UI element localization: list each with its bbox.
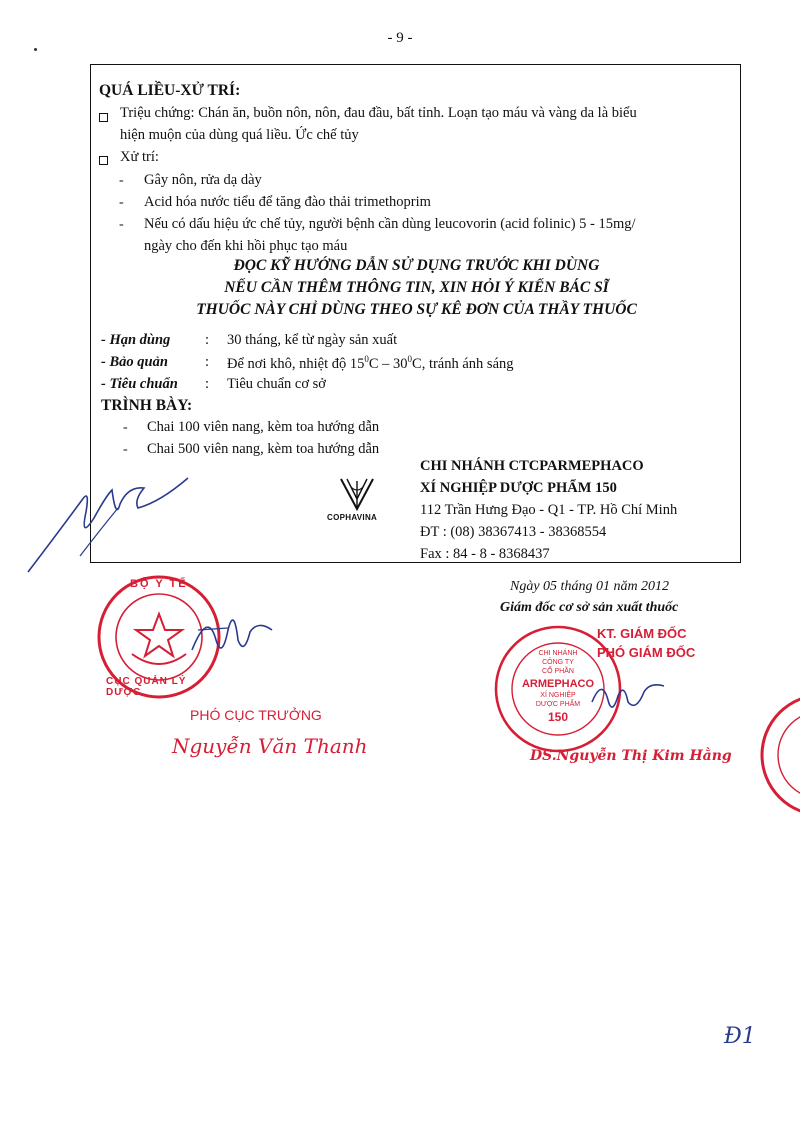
scan-dot [34, 48, 37, 51]
stamp-line: CÔNG TY [542, 659, 574, 666]
handwritten-note: Đ1 [724, 1024, 756, 1049]
cophavina-logo-icon [331, 475, 383, 513]
company-name-line2: XÍ NGHIỆP DƯỢC PHẨM 150 [420, 480, 617, 496]
overdose-heading: QUÁ LIỀU-XỬ TRÍ: [99, 82, 241, 99]
treatment-item: Nếu có dấu hiệu ức chế tủy, người bệnh cần dùng leucovorin (acid folinic) 5 - 15mg/ [144, 216, 636, 232]
storage-label: - Bảo quản [101, 354, 168, 370]
treatment-label: Xử trí: [120, 149, 159, 165]
left-signer-title: PHÓ CỤC TRƯỞNG [190, 707, 322, 723]
notice-line: NẾU CẦN THÊM THÔNG TIN, XIN HỎI Ý KIẾN BÁC SĨ [224, 279, 609, 296]
company-fax: Fax : 84 - 8 - 8368437 [420, 546, 550, 562]
sign-role: Giám đốc cơ sở sản xuất thuốc [500, 600, 679, 615]
dash-bullet: - [123, 442, 128, 457]
stamp-line: 150 [547, 710, 569, 724]
partial-stamp-edge [752, 690, 800, 820]
stamp-line: CHI NHÁNH [538, 650, 578, 657]
presentation-item: Chai 100 viên nang, kèm toa hướng dẫn [147, 419, 380, 435]
presentation-heading: TRÌNH BÀY: [101, 397, 193, 414]
treatment-continuation: ngày cho đến khi hồi phục tạo máu [144, 238, 348, 254]
notice-line: THUỐC NÀY CHỈ DÙNG THEO SỰ KÊ ĐƠN CỦA THẦY THUỐC [196, 301, 637, 318]
stamp-bottom-text: CỤC QUẢN LÝ DƯỢC [106, 676, 187, 698]
shelf-life-label: - Hạn dùng [101, 332, 171, 348]
symptoms-line2: hiện muộn của dùng quá liều. Ức chế tủy [120, 127, 359, 143]
dash-bullet: - [119, 195, 124, 210]
stamp-line: DƯỢC PHẨM [535, 701, 581, 708]
colon: : [205, 332, 210, 348]
checkbox-bullet [99, 113, 108, 122]
symptoms-line1: Triệu chứng: Chán ăn, buồn nôn, nôn, đau đầu, bất tỉnh. Loạn tạo máu và vàng da là biểu [120, 105, 637, 121]
company-phone: ĐT : (08) 38367413 - 38368554 [420, 524, 607, 540]
treatment-item: Acid hóa nước tiểu để tăng đào thải trimethoprim [144, 194, 431, 210]
company-address: 112 Trần Hưng Đạo - Q1 - TP. Hồ Chí Minh [420, 502, 678, 518]
signature-scribble-right [588, 672, 668, 722]
standard-value: Tiêu chuẩn cơ sở [227, 376, 326, 392]
signature-scribble-left-official [188, 600, 278, 670]
company-name-line1: CHI NHÁNH CTCPARMEPHACO [420, 458, 644, 474]
page-number: - 9 - [387, 30, 413, 46]
treatment-item: Gây nôn, rửa dạ dày [144, 172, 262, 188]
left-signer-name: Nguyễn Văn Thanh [172, 734, 368, 758]
kt-line1: KT. GIÁM ĐỐC [597, 626, 687, 641]
notice-line: ĐỌC KỸ HƯỚNG DẪN SỬ DỤNG TRƯỚC KHI DÙNG [233, 257, 600, 274]
sign-date: Ngày 05 tháng 01 năm 2012 [510, 579, 670, 594]
kt-line2: PHÓ GIÁM ĐỐC [597, 645, 696, 660]
standard-label: - Tiêu chuẩn [101, 376, 178, 392]
stamp-line: ARMEPHACO [521, 678, 595, 690]
stamp-line: CỔ PHẦN [542, 668, 574, 675]
shelf-life-value: 30 tháng, kể từ ngày sản xuất [227, 332, 398, 348]
stamp-top-text: BỘ Y TẾ [130, 578, 188, 590]
dash-bullet: - [119, 173, 124, 188]
checkbox-bullet [99, 156, 108, 165]
stamp-line: XÍ NGHIỆP [540, 692, 576, 699]
dash-bullet: - [119, 217, 124, 232]
storage-value: Để nơi khô, nhiệt độ $15^0C - 30^0C$, tránh ánh sáng [227, 354, 514, 372]
signature-scribble-left [20, 460, 200, 580]
right-signer-name: DS.Nguyễn Thị Kim Hằng [530, 748, 732, 764]
presentation-item: Chai 500 viên nang, kèm toa hướng dẫn [147, 441, 380, 457]
cophavina-logo [327, 475, 383, 525]
dash-bullet: - [123, 420, 128, 435]
colon: : [205, 354, 210, 370]
logo-text: COPHAVINA [327, 513, 378, 522]
colon: : [205, 376, 210, 392]
